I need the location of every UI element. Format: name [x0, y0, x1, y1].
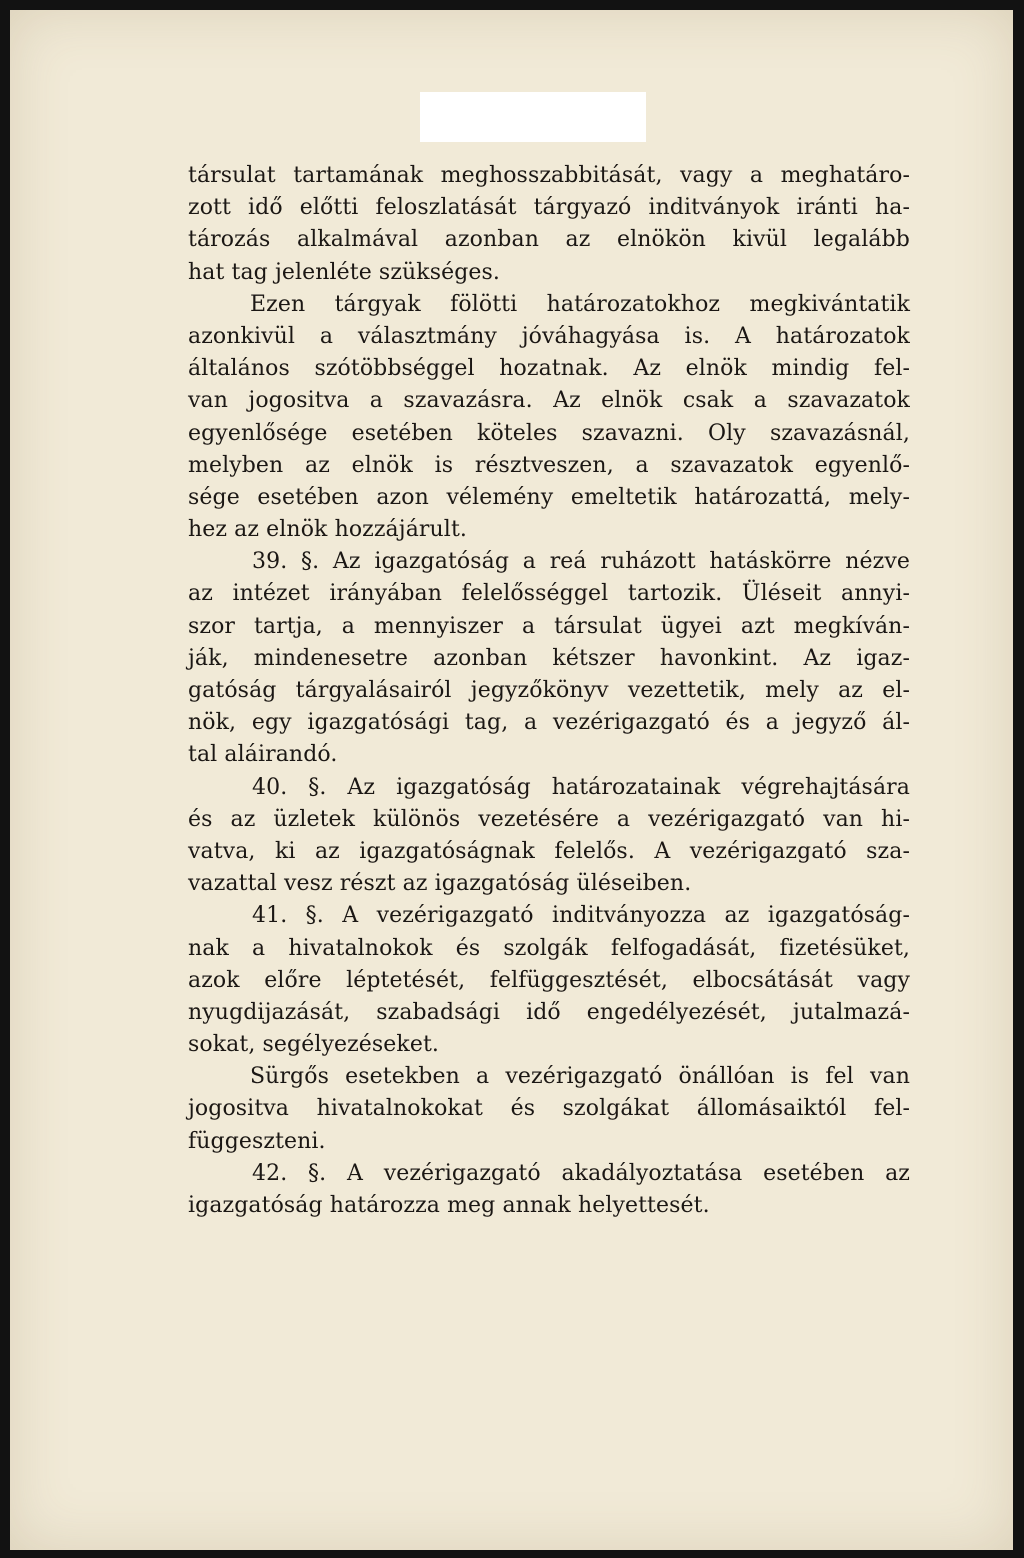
text-line: szor tartja, a mennyiszer a társulat ügyei azt megkíván-	[188, 613, 910, 639]
text-line: zott idő előtti feloszlatását tárgyazó inditványok iránti ha-	[188, 195, 910, 221]
text-line: sokat, segélyezéseket.	[188, 1032, 440, 1058]
text-line: általános szótöbbséggel hozatnak. Az elnök mindig fel-	[188, 356, 910, 382]
text-line: hat tag jelenléte szükséges.	[188, 259, 501, 285]
text-line: nök, egy igazgatósági tag, a vezérigazgató és a jegyző ál-	[188, 710, 910, 736]
text-line: melyben az elnök is résztveszen, a szavazatok egyenlő-	[188, 452, 910, 478]
text-line: tározás alkalmával azonban az elnökön kivül legalább	[188, 227, 910, 253]
text-line: függeszteni.	[188, 1128, 326, 1154]
paragraph-start-line: Ezen tárgyak fölötti határozatokhoz megkivántatik	[250, 291, 910, 317]
redaction-block	[420, 92, 646, 142]
text-line: azonkivül a választmány jóváhagyása is. A határozatok	[188, 323, 910, 349]
text-line: sége esetében azon vélemény emeltetik határozattá, mely-	[188, 484, 910, 510]
text-line: gatóság tárgyalásairól jegyzőkönyv vezettetik, mely az el-	[188, 678, 910, 703]
paragraph-start-line: Sürgős esetekben a vezérigazgató önállóan is fel van	[250, 1064, 910, 1090]
text-line: igazgatóság határozza meg annak helyettesét.	[188, 1193, 710, 1218]
body-text	[188, 160, 910, 1222]
text-line: azok előre léptetését, felfüggesztését, elbocsátását vagy	[188, 967, 910, 993]
text-line: vatva, ki az igazgatóságnak felelős. A vezérigazgató sza-	[188, 838, 910, 864]
text-line: hez az elnök hozzájárult.	[188, 517, 467, 543]
text-line: társulat tartamának meghosszabbitását, vagy a meghatáro-	[188, 163, 910, 188]
section-39-line: 39. §. Az igazgatóság a reá ruházott hatáskörre nézve	[252, 549, 910, 575]
section-42-line: 42. §. A vezérigazgató akadályoztatása esetében az	[252, 1160, 910, 1186]
section-41-line: 41. §. A vezérigazgató inditványozza az igazgatóság-	[252, 903, 910, 929]
text-line: jogositva hivatalnokokat és szolgákat állomásaiktól fel-	[188, 1096, 910, 1122]
text-line: egyenlősége esetében köteles szavazni. Oly szavazásnál,	[188, 420, 910, 446]
text-line: nyugdijazását, szabadsági idő engedélyezését, jutalmazá-	[188, 999, 910, 1025]
text-line: és az üzletek különös vezetésére a vezérigazgató van hi-	[188, 806, 910, 832]
text-line: nak a hivatalnokok és szolgák felfogadását, fizetésüket,	[188, 935, 910, 961]
text-line: van jogositva a szavazásra. Az elnök csak a szavazatok	[188, 388, 910, 414]
section-40-line: 40. §. Az igazgatóság határozatainak végrehajtására	[252, 774, 910, 800]
text-line: vazattal vesz részt az igazgatóság üléseiben.	[188, 871, 692, 897]
text-line: tal aláirandó.	[188, 742, 338, 768]
text-line: az intézet irányában felelősséggel tartozik. Üléseit annyi-	[188, 581, 910, 607]
text-line: ják, mindenesetre azonban kétszer havonkint. Az igaz-	[188, 645, 910, 671]
